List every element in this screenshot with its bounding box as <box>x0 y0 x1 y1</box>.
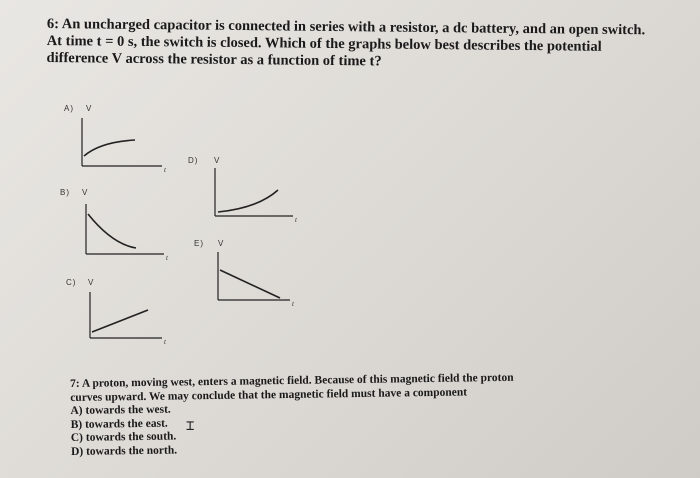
graph-b-curve <box>88 214 136 248</box>
graph-a-label: A) <box>64 104 74 113</box>
graph-e-t-axis-label: t <box>292 300 294 308</box>
graph-b-v-axis-label: V <box>82 188 89 197</box>
graph-b-label: B) <box>60 188 70 197</box>
graph-c-line <box>92 310 148 332</box>
graph-d-t-axis-label: t <box>295 216 297 224</box>
question-6-line-2: At time t = 0 s, the switch is closed. Which of the graphs below best describes the potential <box>46 32 602 55</box>
graph-b-t-axis-label: t <box>166 254 168 262</box>
question-7-line-2: curves upward. We may conclude that the magnetic field must have a component <box>70 385 468 404</box>
question-6-line-1: 6: An uncharged capacitor is connected in series with a resistor, a dc battery, and an open switch. <box>46 16 646 39</box>
question-6 <box>46 16 676 74</box>
question-7-option-a: A) towards the west. <box>70 403 171 417</box>
graph-b <box>84 204 174 266</box>
graph-e-v-axis-label: V <box>218 239 225 248</box>
graph-d <box>213 168 303 228</box>
graph-d-v-axis-label: V <box>214 156 221 165</box>
graph-c <box>88 292 178 350</box>
question-7-option-c: C) towards the south. <box>70 430 177 444</box>
graph-a-curve <box>84 140 135 156</box>
question-6-line-3: difference V across the resistor as a function of time t? <box>46 49 382 70</box>
graph-d-label: D) <box>188 156 199 165</box>
question-7-option-d: D) towards the north. <box>70 444 178 458</box>
question-7 <box>70 370 631 459</box>
graph-d-curve <box>218 190 278 212</box>
question-7-line-1: 7: A proton, moving west, enters a magnetic field. Because of this magnetic field the proton <box>70 371 514 390</box>
graph-c-label: C) <box>66 278 77 287</box>
text-cursor-icon: ⌶ <box>186 419 195 435</box>
graph-e-line <box>220 270 280 298</box>
graph-a <box>80 118 170 178</box>
graph-e <box>216 252 306 312</box>
graph-a-v-axis-label: V <box>86 104 93 113</box>
graph-c-v-axis-label: V <box>88 278 95 287</box>
question-7-option-b: B) towards the east. <box>70 417 168 431</box>
graph-e-label: E) <box>194 239 204 248</box>
graph-a-t-axis-label: t <box>164 166 166 174</box>
graph-c-t-axis-label: t <box>164 338 166 346</box>
